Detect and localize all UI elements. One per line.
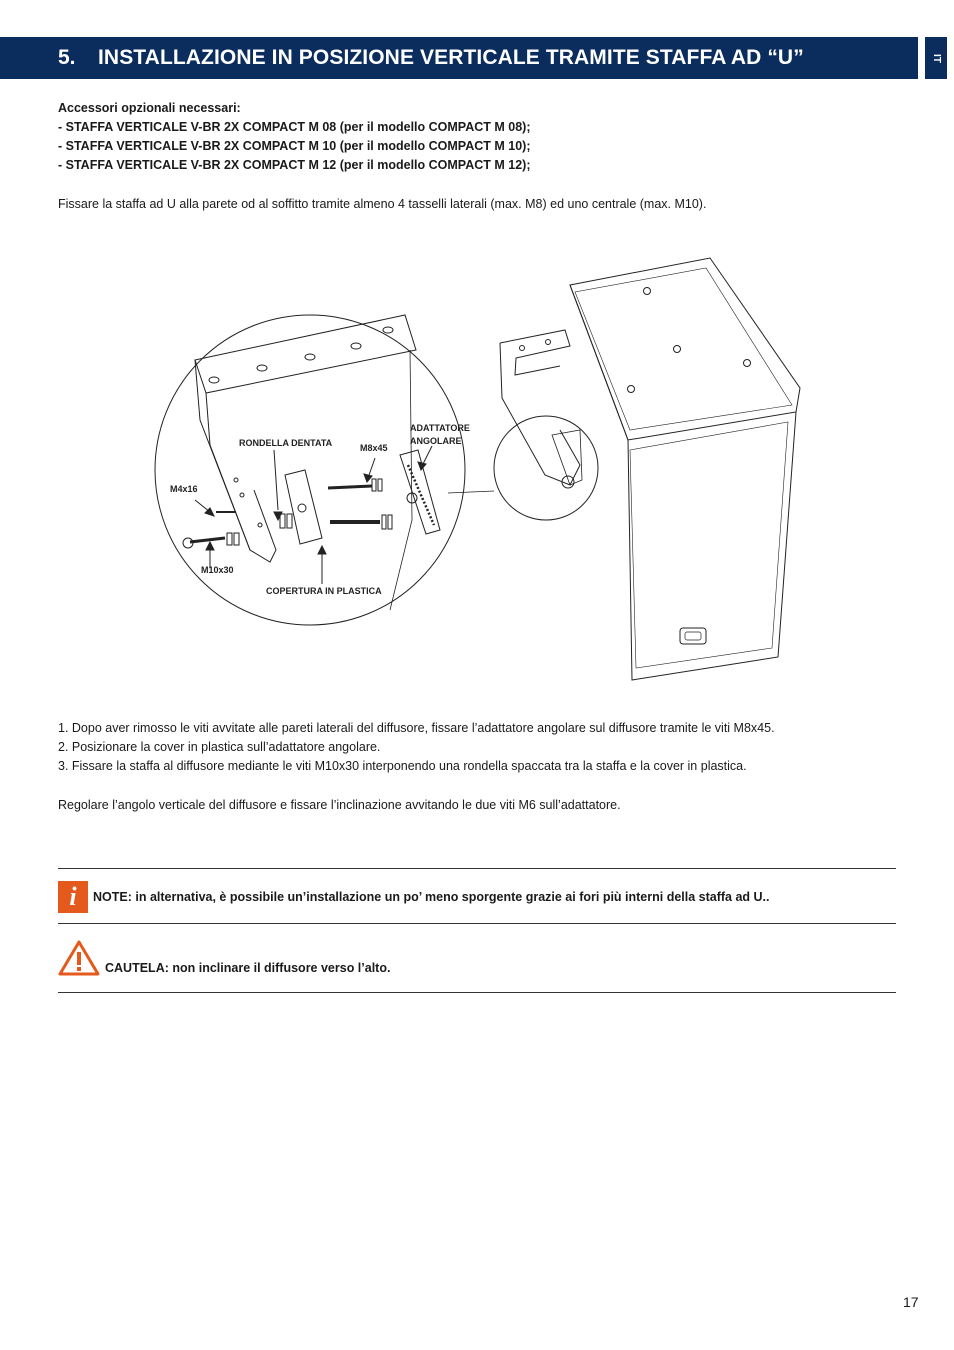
intro-paragraph: Fissare la staffa ad U alla parete od al soffitto tramite almeno 4 tasselli laterali (max. M8) ed uno centrale (max. M10). — [58, 197, 707, 211]
accessories-block — [58, 99, 530, 175]
info-icon: i — [58, 881, 88, 913]
section-header — [0, 37, 918, 79]
note-text: NOTE: in alternativa, è possibile un’installazione un po’ meno sporgente grazie ai fori più interni della staffa ad U.. — [93, 890, 770, 904]
note-row — [58, 880, 770, 914]
accessories-heading: Accessori opzionali necessari: — [58, 101, 241, 115]
language-tab-label: IT — [930, 53, 942, 63]
step-item: 2. Posizionare la cover in plastica sull’adattatore angolare. — [58, 740, 381, 754]
accessory-item: - STAFFA VERTICALE V-BR 2X COMPACT M 10 (per il modello COMPACT M 10); — [58, 139, 531, 153]
steps-list — [58, 719, 775, 776]
accessory-item: - STAFFA VERTICALE V-BR 2X COMPACT M 12 (per il modello COMPACT M 12); — [58, 158, 531, 172]
warning-icon — [58, 940, 100, 976]
step-item: 3. Fissare la staffa al diffusore mediante le viti M10x30 interponendo una rondella spaccata tra la staffa e la cover in plastica. — [58, 759, 747, 773]
label-adattatore-1: ADATTATORE — [410, 423, 470, 433]
label-adattatore-2: ANGOLARE — [410, 436, 462, 446]
caution-text: CAUTELA: non inclinare il diffusore verso l’alto. — [105, 961, 391, 975]
caution-row — [58, 936, 390, 976]
label-m4: M4x16 — [170, 484, 198, 494]
language-tab — [925, 37, 947, 79]
step-item: 1. Dopo aver rimosso le viti avvitate alle pareti laterali del diffusore, fissare l’adattatore angolare sul diffusore tramite le viti M8x45. — [58, 721, 775, 735]
label-copertura: COPERTURA IN PLASTICA — [266, 586, 382, 596]
section-title: INSTALLAZIONE IN POSIZIONE VERTICALE TRAMITE STAFFA AD “U” — [98, 46, 804, 69]
divider — [58, 923, 896, 924]
label-rondella: RONDELLA DENTATA — [239, 438, 333, 448]
speaker-illustration — [448, 258, 800, 680]
section-number: 5. — [58, 46, 76, 69]
label-m10: M10x30 — [201, 565, 234, 575]
divider — [58, 992, 896, 993]
accessory-item: - STAFFA VERTICALE V-BR 2X COMPACT M 08 (per il modello COMPACT M 08); — [58, 120, 531, 134]
label-m8: M8x45 — [360, 443, 388, 453]
adjust-paragraph: Regolare l’angolo verticale del diffusore e fissare l’inclinazione avvitando le due viti M6 sull’adattatore. — [58, 798, 621, 812]
divider — [58, 868, 896, 869]
installation-diagram — [150, 250, 820, 700]
detail-zoom — [155, 315, 465, 625]
page-number: 17 — [903, 1294, 919, 1310]
